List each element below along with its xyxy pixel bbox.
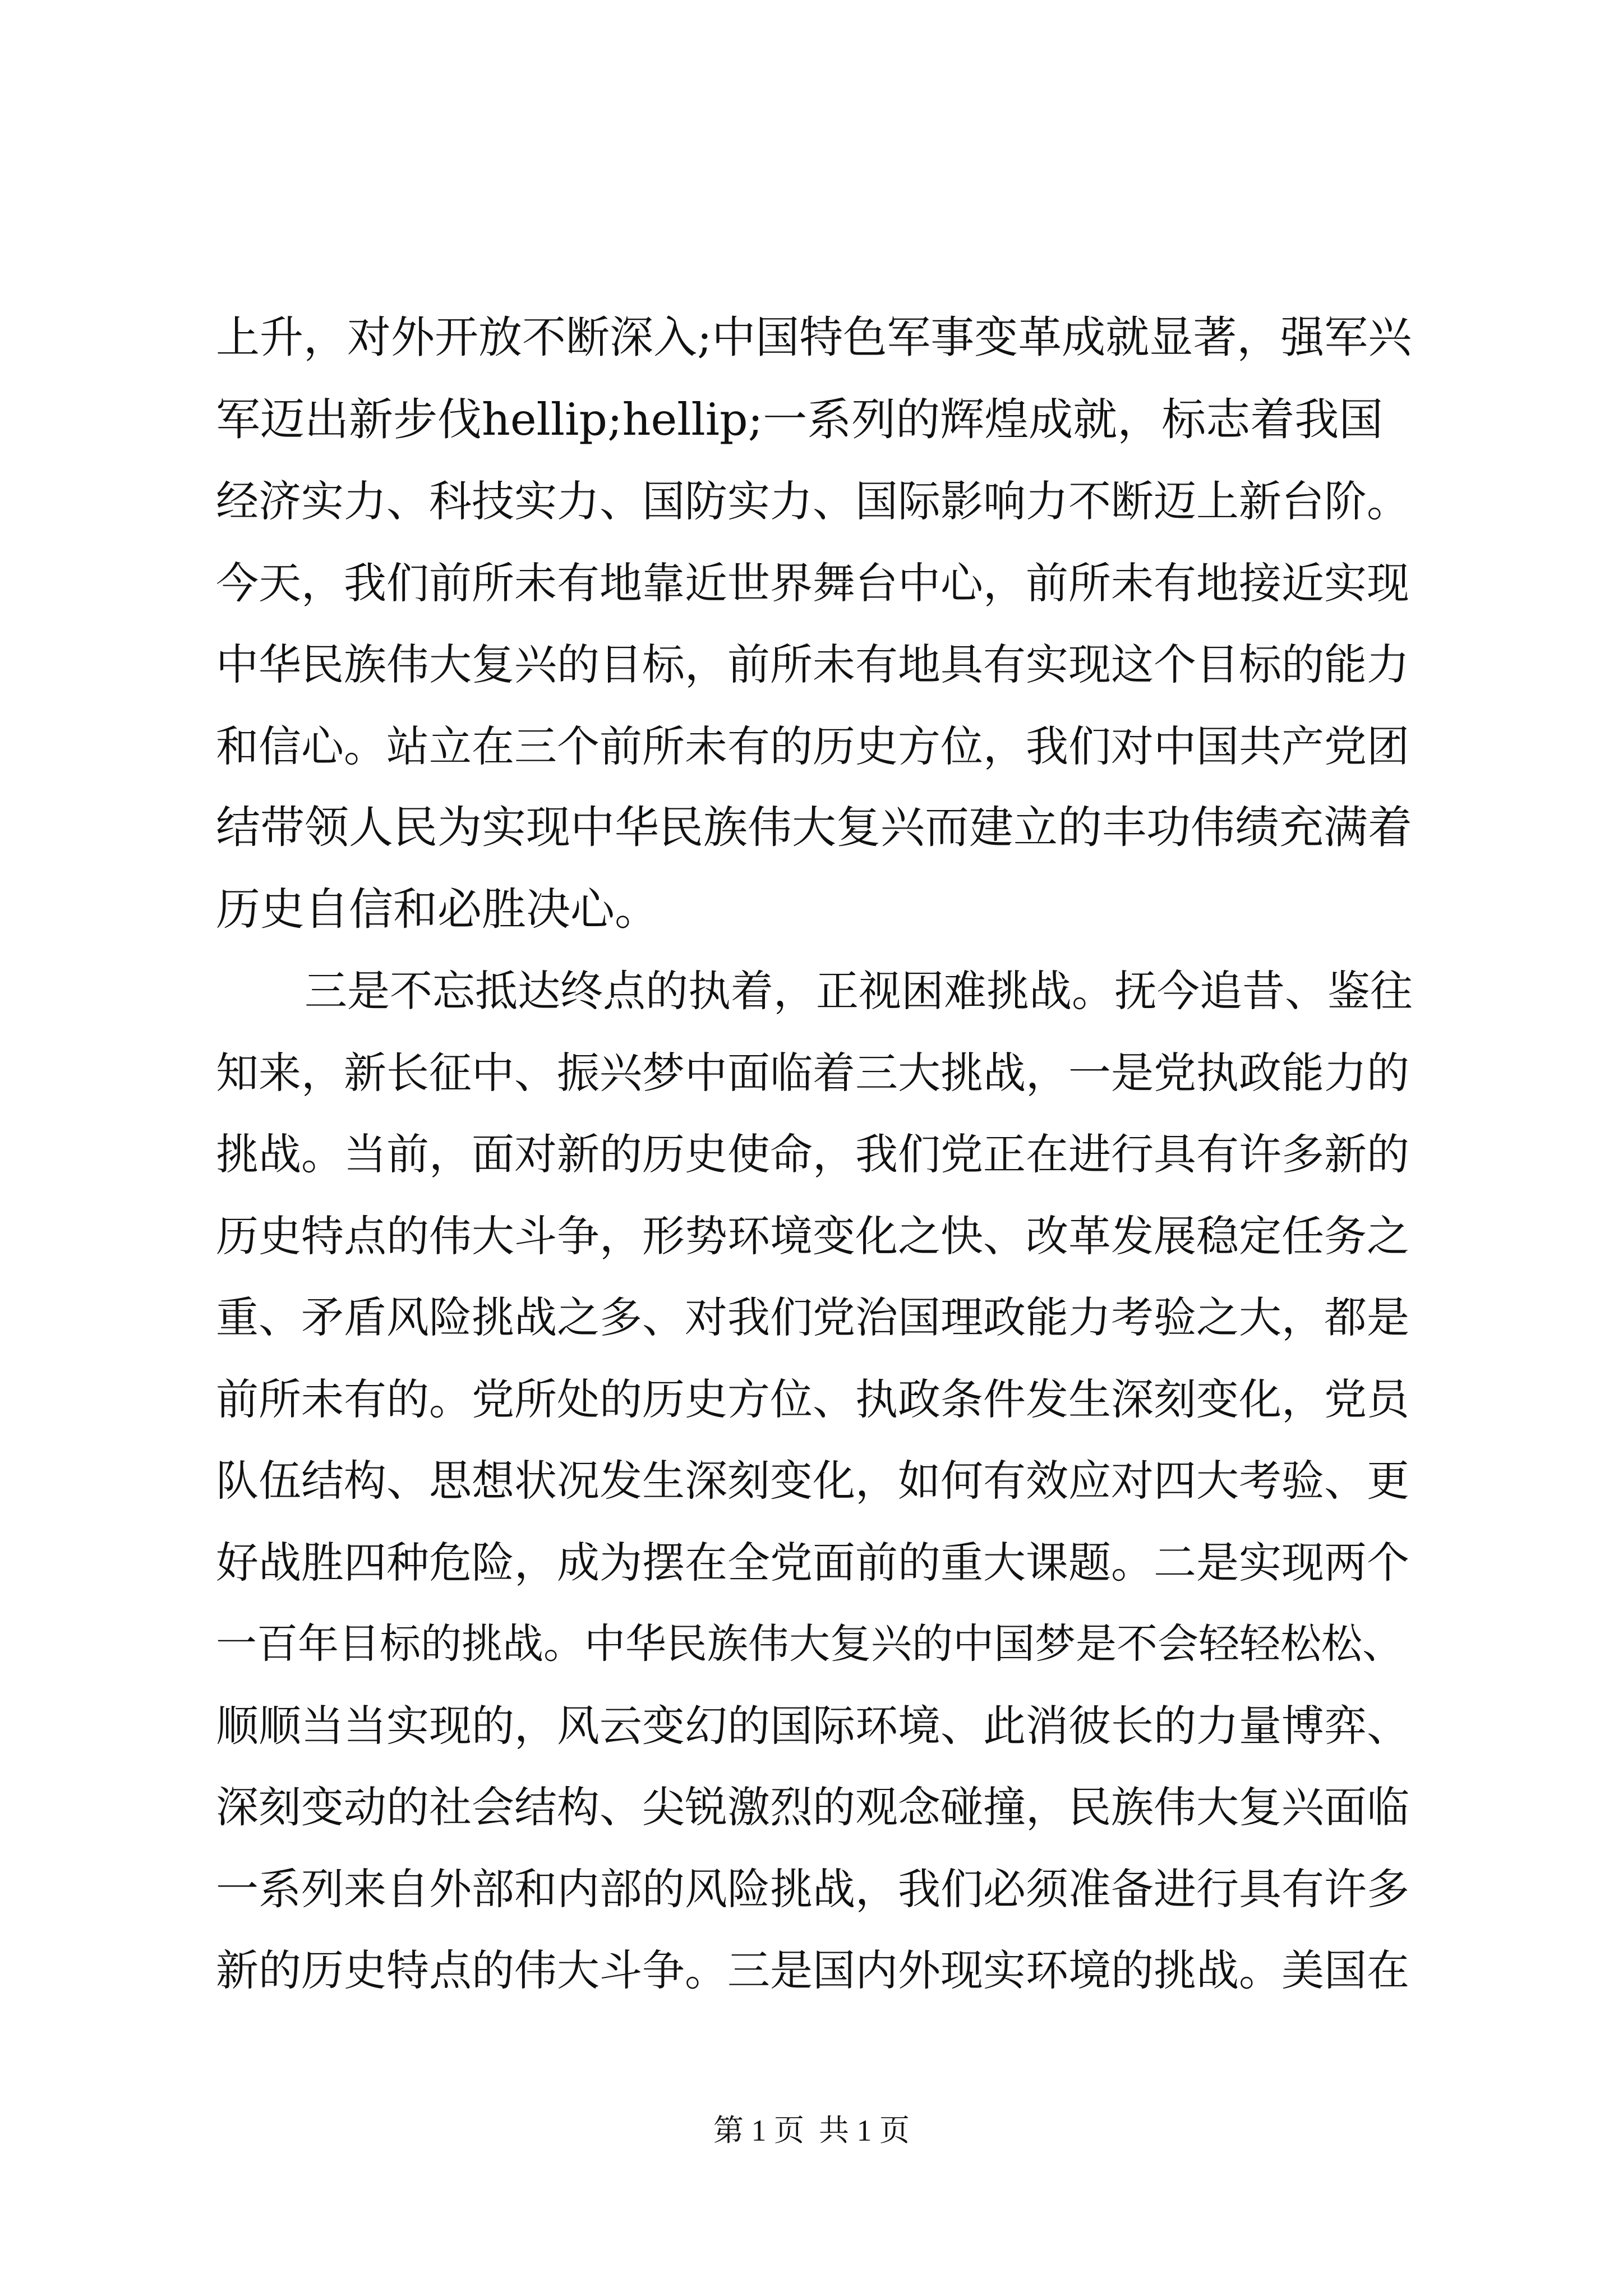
text-line: 一系列来自外部和内部的风险挑战，我们必须准备进行具有许多 [216, 1864, 1409, 1914]
page-footer [0, 2111, 1623, 2150]
text-line: 和信心。站立在三个前所未有的历史方位，我们对中国共产党团 [216, 721, 1409, 771]
text-line: 重、矛盾风险挑战之多、对我们党治国理政能力考验之大，都是 [216, 1292, 1409, 1342]
text-line: 挑战。当前，面对新的历史使命，我们党正在进行具有许多新的 [216, 1129, 1409, 1179]
text-line: 上升，对外开放不断深入;中国特色军事变革成就显著，强军兴 [216, 312, 1412, 363]
page-number: 第 1 页 [713, 2114, 804, 2147]
text-line: 好战胜四种危险，成为摆在全党面前的重大课题。二是实现两个 [216, 1537, 1409, 1588]
text-line: 顺顺当当实现的，风云变幻的国际环境、此消彼长的力量博弈、 [216, 1700, 1409, 1751]
text-line: 新的历史特点的伟大斗争。三是国内外现实环境的挑战。美国在 [216, 1945, 1409, 1995]
text-line: 今天，我们前所未有地靠近世界舞台中心，前所未有地接近实现 [216, 558, 1409, 608]
text-line: 历史特点的伟大斗争，形势环境变化之快、改革发展稳定任务之 [216, 1211, 1409, 1261]
text-line: 历史自信和必胜决心。 [216, 883, 659, 935]
text-line: 一百年目标的挑战。中华民族伟大复兴的中国梦是不会轻轻松松、 [216, 1620, 1403, 1668]
text-line: 深刻变动的社会结构、尖锐激烈的观念碰撞，民族伟大复兴面临 [216, 1782, 1409, 1832]
text-line: 知来，新长征中、振兴梦中面临着三大挑战，一是党执政能力的 [216, 1047, 1409, 1098]
text-line: 经济实力、科技实力、国防实力、国际影响力不断迈上新台阶。 [216, 476, 1409, 526]
text-line: 军迈出新步伐hellip;hellip;一系列的辉煌成就，标志着我国 [216, 393, 1384, 445]
text-line: 中华民族伟大复兴的目标，前所未有地具有实现这个目标的能力 [216, 639, 1409, 689]
paragraph-start-line: 三是不忘抵达终点的执着，正视困难挑战。抚今追昔、鉴往 [305, 966, 1413, 1016]
text-line: 队伍结构、思想状况发生深刻变化，如何有效应对四大考验、更 [216, 1456, 1409, 1506]
text-line: 前所未有的。党所处的历史方位、执政条件发生深刻变化，党员 [216, 1374, 1409, 1424]
body-text [216, 297, 1416, 2012]
page-total: 共 1 页 [819, 2114, 910, 2147]
text-line: 结带领人民为实现中华民族伟大复兴而建立的丰功伟绩充满着 [216, 802, 1412, 853]
